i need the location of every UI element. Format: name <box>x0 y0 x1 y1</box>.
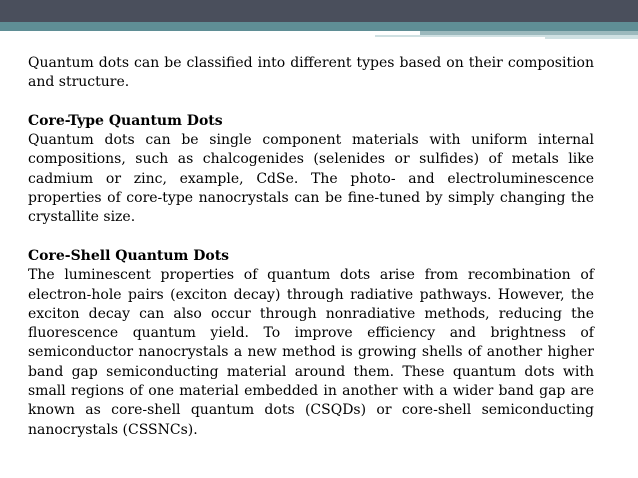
header-band-teal <box>0 22 638 31</box>
header-accent-line <box>375 35 545 37</box>
spacer <box>28 93 594 112</box>
section-paragraph-core-shell: The luminescent properties of quantum dots arise from recombination of electron-hole pairs (exciton decay) through radiative pathways. However, the exciton decay can also occur through nonradiative methods, reducing the fluorescence quantum yield. To improve efficiency and brightness of semiconductor nanocrystals a new method is growing shells of another higher band gap semiconducting material around them. These quantum dots with small regions of one material embedded in another with a wider band gap are known as core-shell quantum dots (CSQDs) or core-shell semiconducting nanocrystals (CSSNCs). <box>28 267 594 438</box>
section-heading-core-shell: Core-Shell Quantum Dots <box>28 247 230 264</box>
spacer <box>28 228 594 247</box>
section-heading-core-type: Core-Type Quantum Dots <box>28 112 223 129</box>
section-paragraph-core-type: Quantum dots can be single component materials with uniform internal compositions, such as chalcogenides (selenides or sulfides) of metals like cadmium or zinc, example, CdSe. The photo- and electroluminescence properties of core-type nanocrystals can be fine-tuned by simply changing the crystallite size. <box>28 132 594 226</box>
header-band-dark <box>0 0 638 22</box>
header-accent-line <box>545 35 638 39</box>
slide-body <box>28 54 594 440</box>
intro-paragraph: Quantum dots can be classified into different types based on their composition and structure. <box>28 55 594 91</box>
